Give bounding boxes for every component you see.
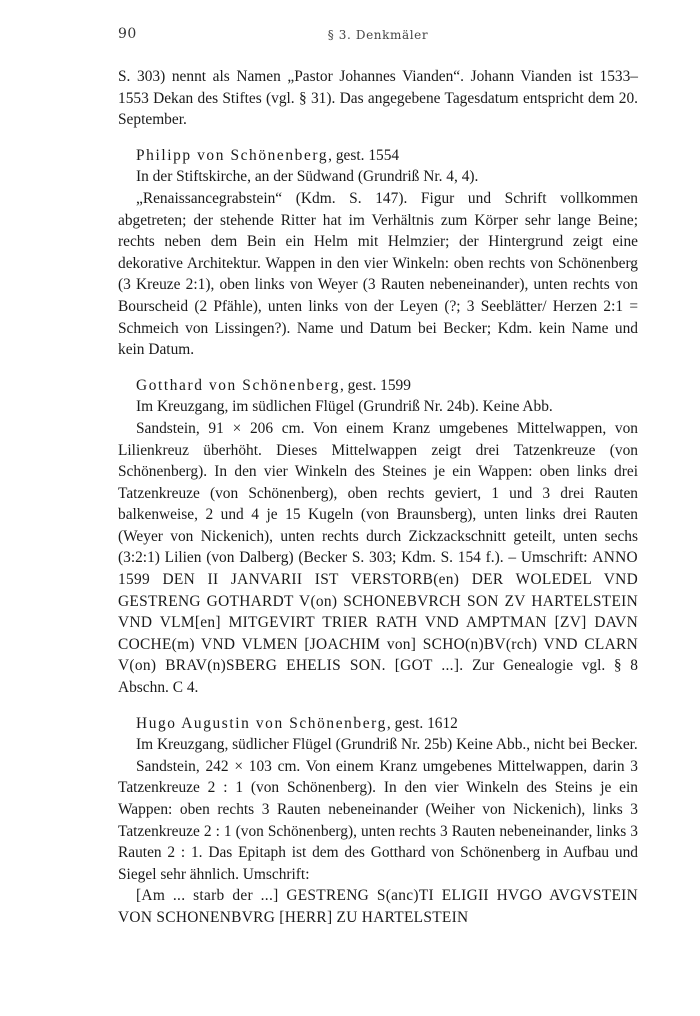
entry-location: In der Stiftskirche, an der Südwand (Grundriß Nr. 4, 4).: [136, 168, 479, 186]
entry-philipp: [118, 145, 638, 361]
entry-died: , gest. 1612: [386, 714, 458, 732]
entry-description: Sandstein, 242 × 103 cm. Von einem Kranz umgebenes Mittelwappen, darin 3 Tatzenkreuze 2 : 1 (von Schönenberg). In den vier Winkeln des Steins je ein Wappen: oben rechts 3 Rauten nebeneinander (Weiher von Nickenich), links 3 Tatzenkreuze 2 : 1 (von Schönenberg), unten rechts 3 Rauten nebeneinander, links 3 Rauten 2 : 1. Das Epitaph ist dem des Gotthard von Schönenberg in Aufbau und Siegel sehr ähnlich. Umschrift:: [118, 757, 638, 883]
entry-genealogy-note: Zur Genealogie vgl. § 8 Abschn. C 4.: [118, 657, 638, 697]
body-text: [118, 66, 638, 929]
entry-description: „Renaissancegrabstein“ (Kdm. S. 147). Figur und Schrift vollkommen abgetreten; der stehende Ritter hat im Verhältnis zum Körper sehr lange Beine; rechts neben dem Bein ein Helm mit Helmzier; der Hintergrund zeigt eine dekorative Architektur. Wappen in den vier Winkeln: oben rechts von Schönenberg (3 Kreuze 2:1), oben links von Weyer (3 Rauten nebeneinander), unten rechts von Bourscheid (2 Pfähle), unten links von der Leyen (?; 3 Seeblätter/ Herzen 2:1 = Schmeich von Lissingen?). Name und Datum bei Becker; Kdm. kein Name und kein Datum.: [118, 189, 638, 359]
entry-inscription: [Am ... starb der ...] GESTRENG S(anc)TI ELIGII HVGO AVGVSTEIN VON SCHONENBVRG [HERR] ZU HARTELSTEIN: [118, 887, 638, 926]
intro-paragraph: S. 303) nennt als Namen „Pastor Johannes Vianden“. Johann Vianden ist 1533–1553 Dekan des Stiftes (vgl. § 31). Das angegebene Tagesdatum entspricht dem 20. September.: [118, 68, 638, 129]
running-head: § 3. Denkmäler: [327, 28, 429, 42]
entry-gotthard: [118, 375, 638, 699]
page-number: 90: [118, 26, 137, 42]
entry-heading: [118, 375, 638, 397]
entry-location: Im Kreuzgang, im südlichen Flügel (Grundriß Nr. 24b). Keine Abb.: [136, 398, 553, 416]
entry-hugo-augustin: [118, 713, 638, 929]
entry-description-block: [118, 418, 638, 699]
entry-heading: [118, 713, 638, 735]
entry-heading: [118, 145, 638, 167]
entry-inscription: ANNO 1599 DEN II JANVARII IST VERSTORB(en) DER WOLEDEL VND GESTRENG GOTHARDT V(on) SCHONEBVRCH SON ZV HARTELSTEIN VND VLM[en] MITGEVIRT TRIER RATH VND AMPTMAN [ZV] DAVN COCHE(m) VND VLMEN [JOACHIM von] SCHO(n)BV(rch) VND CLARN V(on) BRAV(n)SBERG EHELIS SON. [GOT ...].: [118, 549, 638, 675]
entry-description: Sandstein, 91 × 206 cm. Von einem Kranz umgebenes Mittelwappen, von Lilienkreuz überhöht. Dieses Mittelwappen zeigt drei Tatzenkreuze (von Schönenberg). In den vier Winkeln des Steines je ein Wappen: oben links drei Tatzenkreuze (von Schönenberg), oben rechts geviert, 1 und 3 drei Rauten balkenweise, 2 und 4 je 15 Kugeln (von Braunsberg), unten links drei Rauten (Weyer von Nickenich), unten rechts durch Zickzackschnitt geteilt, unten sechs (3:2:1) Lilien (von Dalberg) (Becker S. 303; Kdm. S. 154 f.). – Umschrift:: [118, 419, 638, 567]
entry-name: Philipp von Schönenberg: [136, 146, 329, 164]
page-header: [118, 26, 638, 48]
entry-name: Gotthard von Schönenberg: [136, 376, 340, 394]
entry-died: , gest. 1599: [339, 376, 411, 394]
entry-died: , gest. 1554: [328, 146, 400, 164]
entry-name: Hugo Augustin von Schönenberg: [136, 714, 387, 732]
entry-location: Im Kreuzgang, südlicher Flügel (Grundriß Nr. 25b) Keine Abb., nicht bei Becker.: [136, 736, 638, 754]
